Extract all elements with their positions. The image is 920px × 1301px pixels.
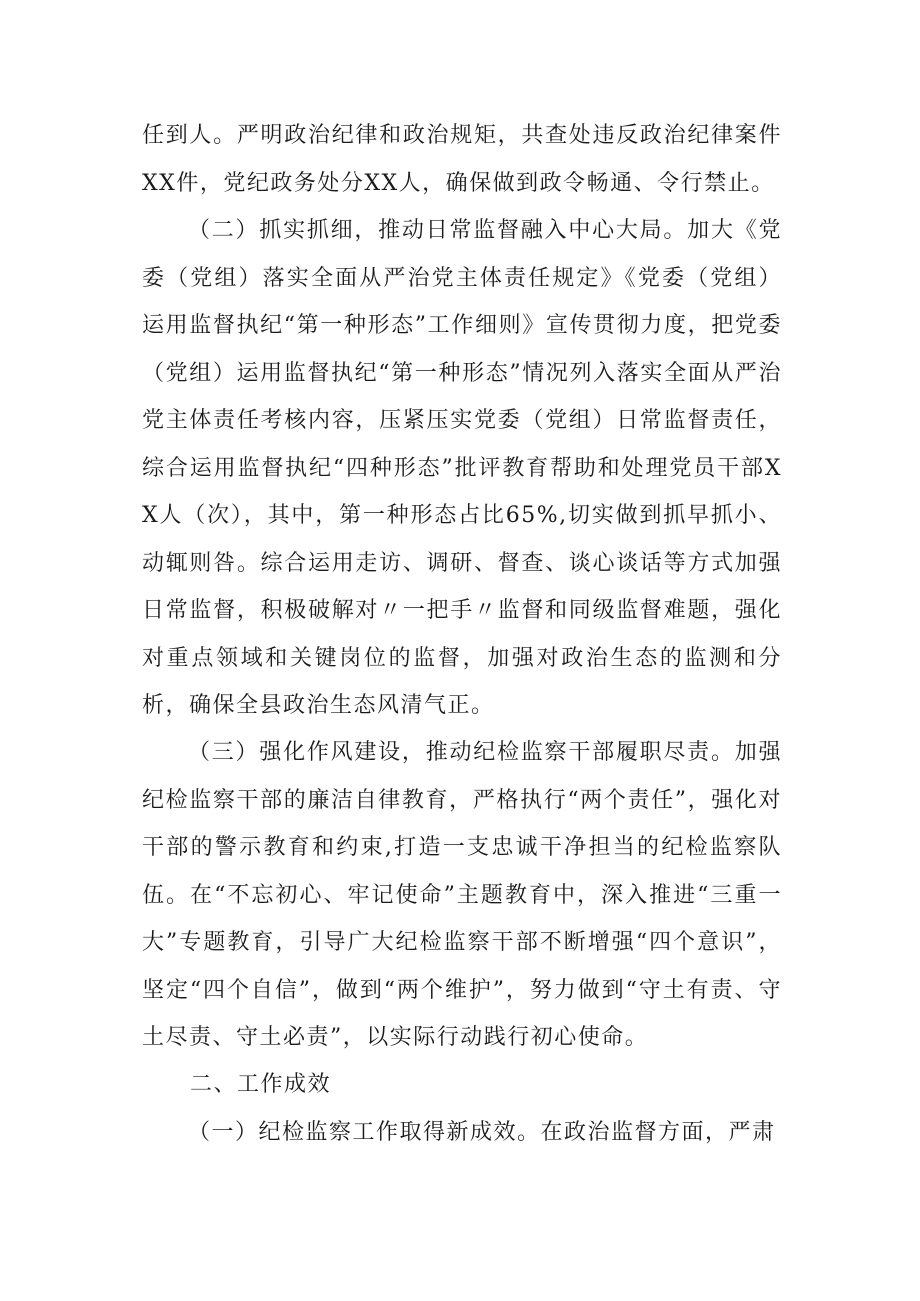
section-heading: 二、工作成效 (190, 1072, 332, 1097)
paragraph-daily-supervision: （二）抓实抓细，推动日常监督融入中心大局。加大《党委（党组）落实全面从严治党主体责任规定》《党委（党组）运用监督执纪“第一种形态”工作细则》宣传贯彻力度，把党委（党组）运用监督执纪“第一种形态”情况列入落实全面从严治党主体责任考核内容，压紧压实党委（党组）日常监督责任，综合运用监督执纪“四种形态”批评教育帮助和处理党员干部XX人（次），其中，第一种形态占比65%,切实做到抓早抓小、动辄则咎。综合运用走访、调研、督查、谈心谈话等方式加强日常监督，积极破解对〃一把手〃监督和同级监督难题，强化对重点领域和关键岗位的监督，加强对政治生态的监测和分析，确保全县政治生态风清气正。 (142, 218, 782, 718)
paragraph-achievements: （一）纪检监察工作取得新成效。在政治监督方面，严肃 (188, 1120, 776, 1145)
paragraph-continuation: 任到人。严明政治纪律和政治规矩，共查处违反政治纪律案件XX件，党纪政务处分XX人，确保做到政令畅通、令行禁止。 (142, 123, 782, 196)
paragraph-work-style: （三）强化作风建设，推动纪检监察干部履职尽责。加强纪检监察干部的廉洁自律教育，严格执行“两个责任”，强化对干部的警示教育和约束,打造一支忠诚干净担当的纪检监察队伍。在“不忘初心、牢记使命”主题教育中，深入推进“三重一大”专题教育，引导广大纪检监察干部不断增强“四个意识”，坚定“四个自信”，做到“两个维护”，努力做到“守土有责、守土尽责、守土必责”，以实际行动践行初心使命。 (142, 740, 782, 1050)
